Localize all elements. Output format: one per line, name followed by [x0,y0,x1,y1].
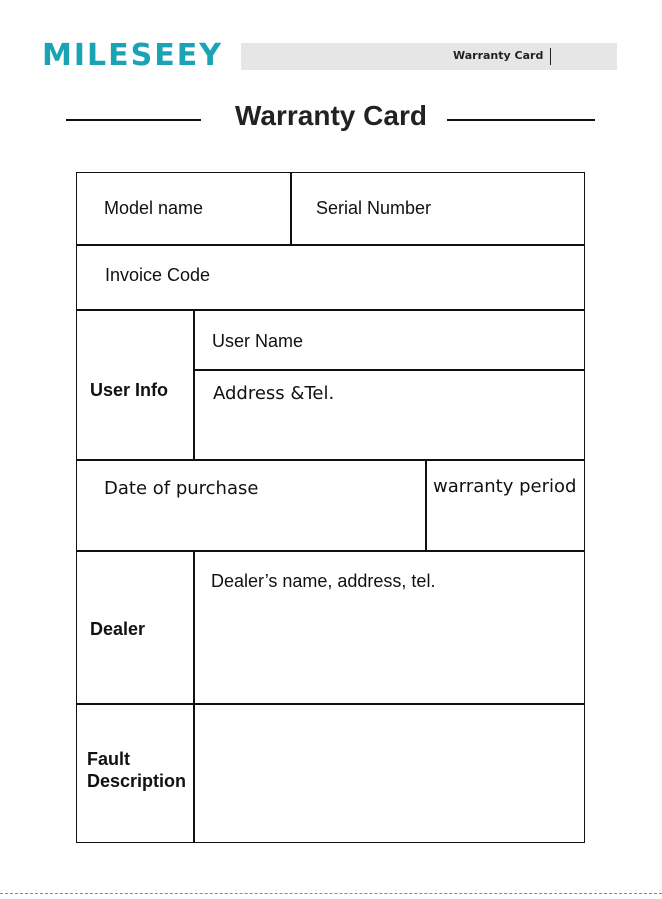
warranty-form [76,172,585,843]
header-bar [241,43,617,70]
col-divider [193,550,195,842]
fault-description-label: Fault Description [87,749,187,791]
header-label: Warranty Card [453,49,544,62]
user-info-label: User Info [90,380,169,400]
date-of-purchase-field[interactable]: Date of purchase [104,478,259,499]
invoice-code-field[interactable]: Invoice Code [105,265,211,285]
header-divider [550,48,551,65]
serial-number-field[interactable]: Serial Number [316,198,432,218]
page-cut-line [0,893,662,894]
dealer-label: Dealer [90,619,146,639]
model-name-field[interactable]: Model name [104,198,204,218]
brand-logo: MILESEEY [42,38,223,73]
address-tel-field[interactable]: Address &Tel. [213,383,335,404]
user-name-field[interactable]: User Name [212,331,304,351]
row-divider [77,459,585,461]
row-divider [77,244,585,246]
col-divider [290,173,292,244]
dealer-details-field[interactable]: Dealer’s name, address, tel. [211,571,436,591]
col-divider [193,309,195,459]
warranty-period-field[interactable]: warranty period [433,476,577,497]
row-divider [77,703,585,705]
row-divider [77,550,585,552]
col-divider [425,459,427,550]
title-rule-right [447,119,595,121]
page-title: Warranty Card [235,100,427,131]
row-divider [194,369,585,371]
row-divider [77,309,585,311]
